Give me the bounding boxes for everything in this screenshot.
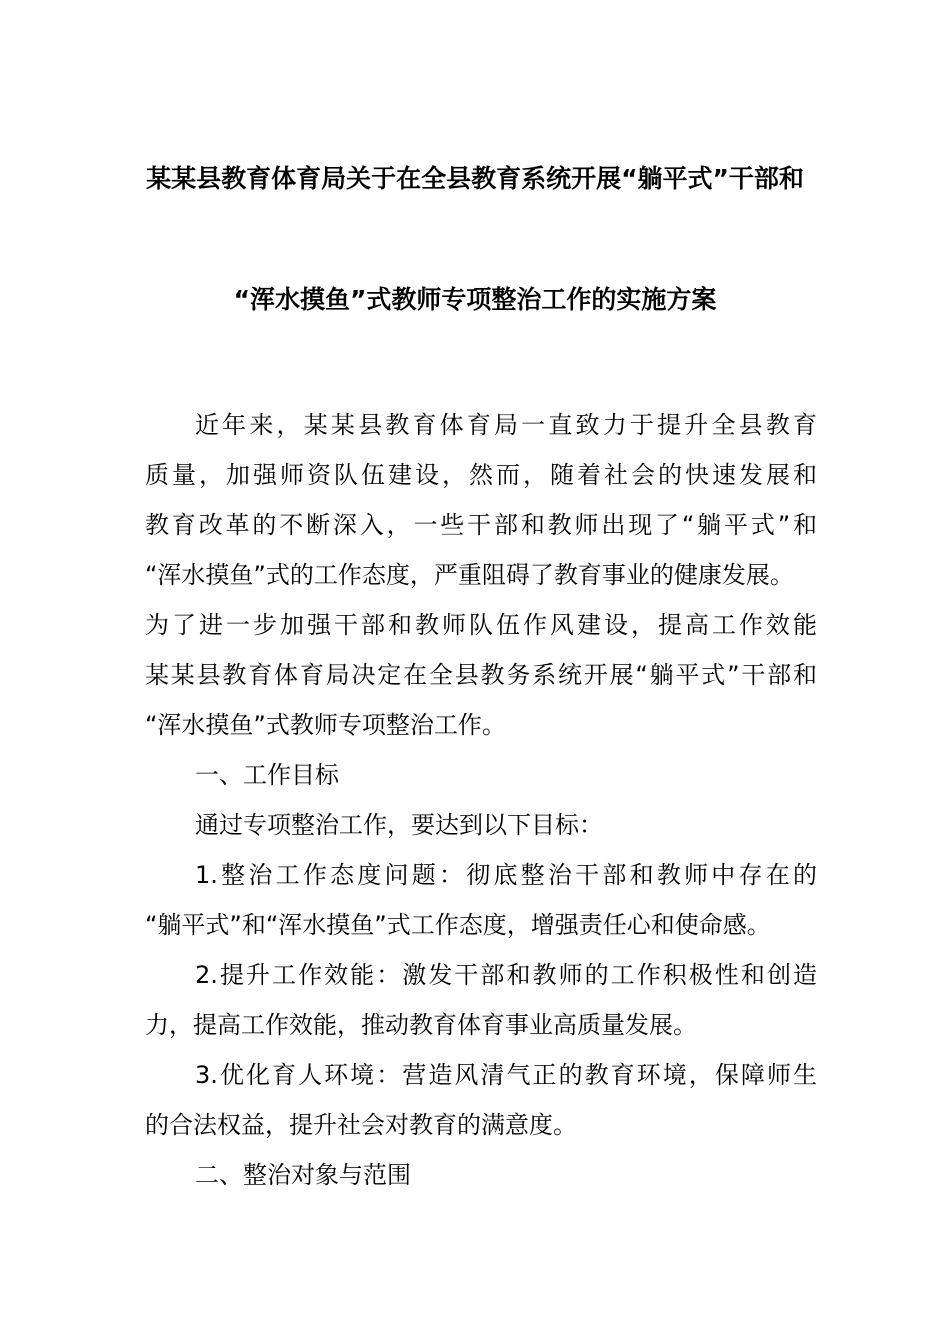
section-heading-scope: 二、整治对象与范围 xyxy=(195,1161,411,1189)
document-title-line-1: 某某县教育体育局关于在全县教育系统开展“躺平式”干部和 xyxy=(146,164,804,193)
document-body xyxy=(145,400,817,1200)
goal-2-line-1: 2.提升工作效能：激发干部和教师的工作积极性和创造 xyxy=(195,961,817,989)
paragraph-intro-line-7: “浑水摸鱼”式教师专项整治工作。 xyxy=(145,711,506,739)
paragraph-intro-line-6: 某某县教育体育局决定在全县教务系统开展“躺平式”干部和 xyxy=(145,661,817,689)
paragraph-intro-line-5: 为了进一步加强干部和教师队伍作风建设，提高工作效能 xyxy=(145,611,817,639)
paragraph-intro-line-1: 近年来，某某县教育体育局一直致力于提升全县教育 xyxy=(195,411,817,439)
goal-1-line-2: “躺平式”和“浑水摸鱼”式工作态度，增强责任心和使命感。 xyxy=(145,911,771,939)
paragraph-intro-line-3: 教育改革的不断深入，一些干部和教师出现了“躺平式”和 xyxy=(145,511,817,539)
section-heading-goals: 一、工作目标 xyxy=(195,761,339,789)
goal-1-line-1: 1.整治工作态度问题：彻底整治干部和教师中存在的 xyxy=(195,861,817,889)
goals-intro: 通过专项整治工作，要达到以下目标： xyxy=(195,811,603,839)
goal-3-line-1: 3.优化育人环境：营造风清气正的教育环境，保障师生 xyxy=(195,1061,817,1089)
goal-3-line-2: 的合法权益，提升社会对教育的满意度。 xyxy=(145,1111,577,1139)
paragraph-intro-line-2: 质量，加强师资队伍建设，然而，随着社会的快速发展和 xyxy=(145,461,817,489)
goal-2-line-2: 力，提高工作效能，推动教育体育事业高质量发展。 xyxy=(145,1011,697,1039)
document-title-line-2: “浑水摸鱼”式教师专项整治工作的实施方案 xyxy=(233,285,717,314)
paragraph-intro-line-4: “浑水摸鱼”式的工作态度，严重阻碍了教育事业的健康发展。 xyxy=(145,561,794,589)
